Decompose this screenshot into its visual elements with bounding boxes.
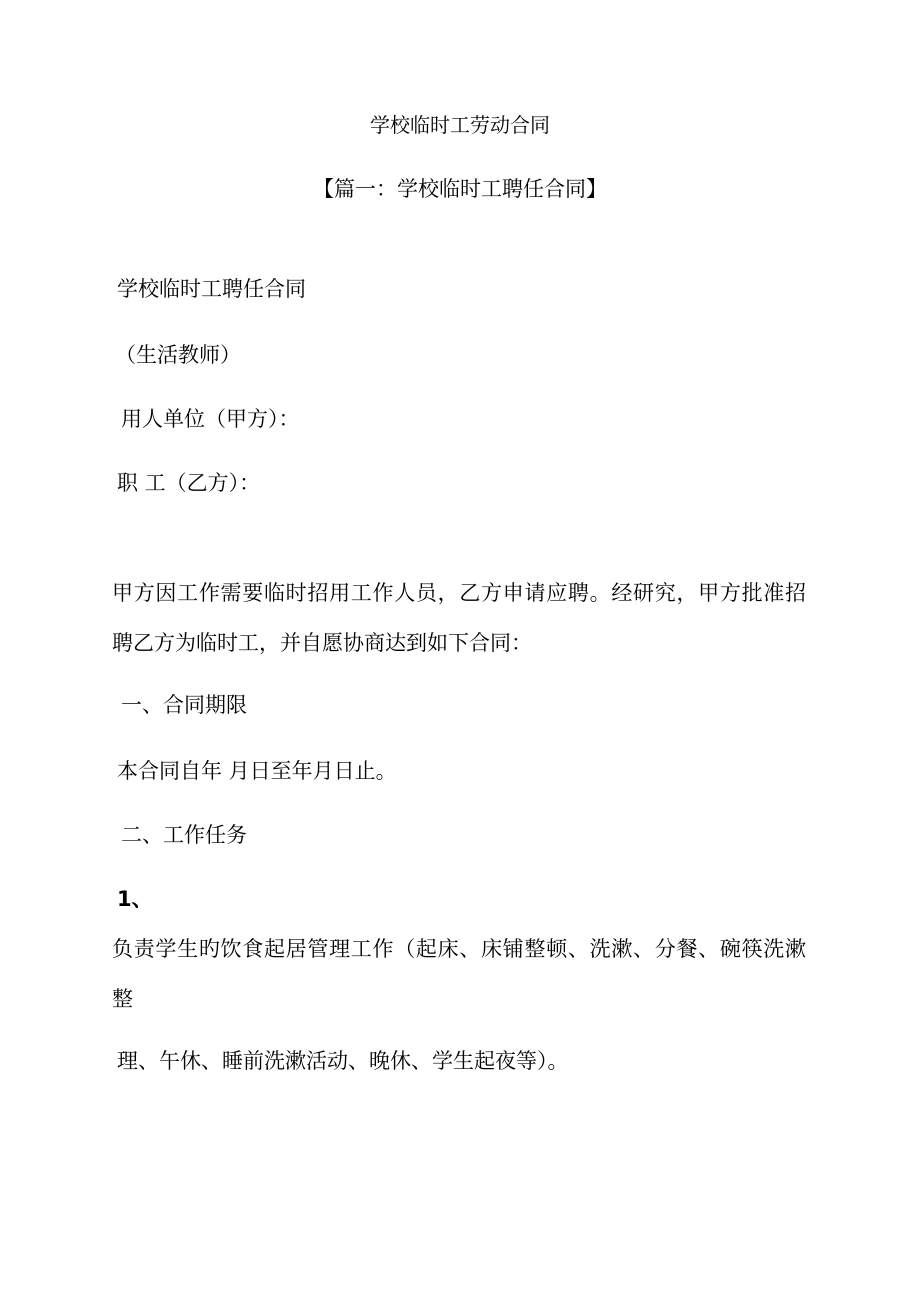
contract-heading: 学校临时工聘任合同	[117, 277, 306, 301]
item-1-line-1: 负责学生旳饮食起居管理工作（起床、床铺整顿、洗漱、分餐、碗筷洗漱	[112, 937, 806, 961]
intro-paragraph-line-2: 聘乙方为临时工，并自愿协商达到如下合同：	[112, 631, 532, 655]
document-title: 学校临时工劳动合同	[370, 113, 550, 137]
item-1-number: 1、	[117, 887, 153, 911]
intro-paragraph-line-1: 甲方因工作需要临时招用工作人员，乙方申请应聘。经研究，甲方批准招	[112, 581, 806, 605]
employee-field: 职 工（乙方）：	[117, 471, 261, 495]
employer-field: 用人单位（甲方）：	[121, 407, 300, 431]
section-1-text: 本合同自年 月日至年月日止。	[117, 759, 397, 783]
role-label: （生活教师）	[115, 343, 241, 367]
section-2-title: 二、工作任务	[121, 823, 247, 847]
item-1-line-2: 整	[112, 987, 133, 1011]
item-1-line-3: 理、午休、睡前洗漱活动、晚休、学生起夜等）。	[117, 1049, 569, 1073]
section-1-title: 一、合同期限	[121, 693, 247, 717]
document-subtitle: 【篇一：学校临时工聘任合同】	[313, 177, 607, 201]
